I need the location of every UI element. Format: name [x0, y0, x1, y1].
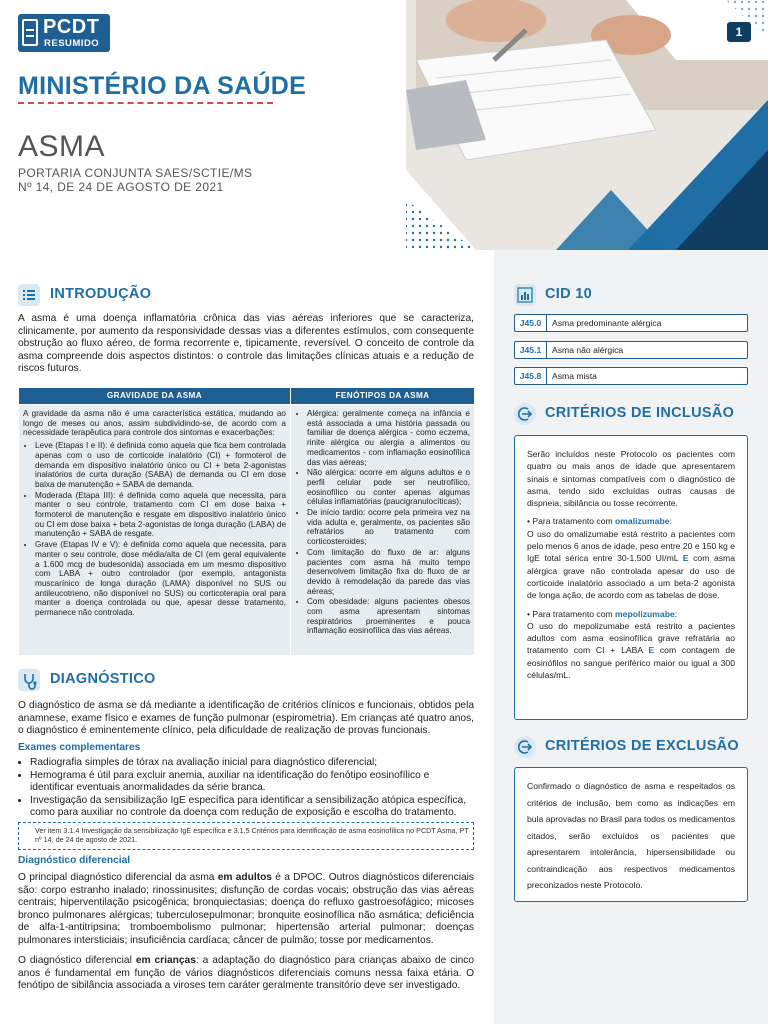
- stethoscope-icon: [18, 669, 40, 691]
- fenotipos-cell: [291, 405, 475, 656]
- ministry-title: MINISTÉRIO DA SAÚDE: [18, 72, 307, 100]
- table-header-gravidade: GRAVIDADE DA ASMA: [19, 388, 291, 405]
- dashed-divider: [18, 102, 273, 104]
- cid-description: Asma não alérgica: [552, 345, 624, 355]
- intro-heading: INTRODUÇÃO: [50, 286, 152, 302]
- text-span: O uso do omalizumabe está restrito a pacientes com pelo menos 6 anos de idade, peso entre 20 e 150 kg e IgE total sérica entre 30-1.500 UI/mL: [527, 528, 735, 564]
- cid-heading: CID 10: [545, 286, 592, 302]
- mepolizumabe-paragraph: [527, 620, 735, 681]
- exames-list: [18, 757, 474, 820]
- highlight: E: [682, 553, 689, 564]
- reference-note: Ver item 3.1.4 Investigação da sensibilização IgE específica e 3.1.5 Critérios para identificação de asma eosinofílica no PCDT Asma, PT nº 14, de 24 de agosto de 2021.: [18, 822, 474, 850]
- list-item: • Radiografia simples de tórax na avaliação inicial para diagnóstico diferencial;: [30, 757, 474, 770]
- text-bold: em adultos: [217, 872, 272, 883]
- text-span: : a adaptação do diagnóstico para crianças abaixo de cinco anos é fundamental em função de vários diagnósticos diferenciais comuns nessa faixa etária. O fenótipo de sibilância associada a viroses tem caráter geralmente transitório deve ser investigado.: [18, 955, 474, 992]
- cid-description: Asma mista: [552, 371, 597, 381]
- list-item: • Com obesidade: alguns pacientes obesos com asma apresentam sintomas respiratórios proeminentes e pouca inflamação eosinofílica das vias aéreas.: [307, 597, 470, 636]
- text-span: O principal diagnóstico diferencial da asma: [18, 872, 218, 883]
- cid-description: Asma predominante alérgica: [552, 318, 662, 328]
- list-item: • Grave (Etapas IV e V): é definida como aquela que necessita, para manter o seu controle, dose média/alta de CI (em geral equivalente a 1.600 mcg de budesonida) associada em um mesmo dispositivo com LABA + outro controlador (por exemplo, antagonista muscarínico de longa duração (LAMA) disponível no SUS ou antileucotrieno, não disponível no SUS) ou corticoterapia oral para manter a doença controlada ou que, apesar desse tratamento, permanece não controlada.: [35, 540, 286, 618]
- list-item: • Não alérgica: ocorre em alguns adultos e o perfil celular pode ser neutrofílico, eosinofílico ou conter apenas algumas células inflamatórias (paucigranulocíticas);: [307, 468, 470, 507]
- cid-row: [514, 367, 748, 385]
- text-span: • Para tratamento com: [527, 516, 616, 527]
- cid-row: [514, 314, 748, 332]
- text-bold: em crianças: [135, 955, 196, 966]
- diferencial-paragraph-adultos: [18, 872, 474, 948]
- portaria-line-1: PORTARIA CONJUNTA SAES/SCTIE/MS: [18, 166, 253, 180]
- cid-code: J45.1: [515, 342, 547, 358]
- hero-photo: [376, 0, 768, 250]
- logo-subtitle: RESUMIDO: [44, 38, 100, 49]
- omalizumabe-label: [527, 515, 735, 527]
- text-span: com contagem de eosinófilos no sangue periférico maior ou igual a 300 células/mL.: [527, 645, 735, 681]
- omalizumabe-paragraph: [527, 528, 735, 602]
- bar-chart-icon: [514, 284, 536, 306]
- list-item: • De início tardio: ocorre pela primeira vez na vida adulta e, geralmente, os pacientes são refratários ao tratamento com corticosteroides;: [307, 508, 470, 547]
- list-item: • Alérgica: geralmente começa na infância e está associada a uma história passada ou familiar de doença alérgica - como eczema, rinite alérgica ou alergia a alimentos ou medicamentos - com inflamação eosinofílica das vias aéreas;: [307, 409, 470, 467]
- inclusao-box: [514, 435, 748, 720]
- list-item: • Moderada (Etapa III): é definida como aquela que necessita, para manter o seu controle, tratamento com CI em dose baixa + formoterol de manutenção e resgate em dispositivo inalatório único ou CI em dose baixa + beta 2-agonistas de longa duração (LABA) de manutenção + SABA de resgate.: [35, 491, 286, 540]
- portaria-reference: [18, 166, 252, 194]
- gravidade-cell: [19, 405, 291, 656]
- diagnostico-heading: DIAGNÓSTICO: [50, 671, 156, 687]
- exclusao-heading: CRITÉRIOS DE EXCLUSÃO: [545, 738, 740, 754]
- cid-code: J45.8: [515, 368, 547, 384]
- table-header-fenotipos: FENÓTIPOS DA ASMA: [291, 388, 475, 405]
- pcdt-logo: [18, 14, 110, 52]
- hero-illustration: [376, 0, 768, 250]
- list-icon: [18, 284, 40, 306]
- highlight: E: [648, 645, 655, 656]
- diferencial-paragraph-criancas: [18, 955, 474, 993]
- page-number-badge: 1: [727, 22, 751, 42]
- cid-code: J45.0: [515, 315, 547, 331]
- exit-icon: [514, 736, 536, 758]
- text-span: • Para tratamento com: [527, 608, 616, 619]
- inclusao-paragraph: Serão incluídos neste Protocolo os pacientes com quatro ou mais anos de idade que apresentarem sinais e sintomas compatíveis com o diagnóstico de asma, tendo sido excluídas outras causas de dispneia, sibilância ou tosse recorrente.: [527, 449, 735, 509]
- drug-name: mepolizumabe: [615, 608, 675, 619]
- portaria-line-2: Nº 14, DE 24 DE AGOSTO DE 2021: [18, 180, 224, 194]
- gravidade-intro: A gravidade da asma não é uma característica estática, mudando ao longo de meses ou anos, assim subdividindo-se, de acordo com a necessidade terapêutica para controle dos sintomas e exacerbações:: [23, 409, 286, 438]
- logo-title: PCDT: [43, 16, 100, 38]
- text-span: O uso do mepolizumabe está restrito a pacientes adultos com asma eosinofílica grave refratária ao tratamento com CI + LABA: [527, 620, 735, 656]
- intro-paragraph: A asma é uma doença inflamatória crônica das vias aéreas inferiores que se caracteriza, clinicamente, por aumento da responsividade dessas vias a diferentes estímulos, com consequente obstrução ao fluxo aéreo, de forma recorrente e, tipicamente, reversível. O conceito de controle da asma compreende dois aspectos distintos: o controle das limitações clínicas atuais e a redução de riscos futuros.: [18, 313, 474, 375]
- exames-heading: Exames complementares: [18, 742, 141, 753]
- exclusao-paragraph: Confirmado o diagnóstico de asma e respeitados os critérios de inclusão, bem como as indicações em bula aprovadas no Brasil para todos os medicamentos citados, serão excluídos os pacientes que apresentarem intolerância, hipersensibilidade ou contraindicação aos respectivos medicamentos preconizados neste Protocolo.: [527, 781, 735, 890]
- list-item: • Investigação da sensibilização IgE específica para identificar a sensibilização atópica específica, como para auxiliar no controle da doença com redução de exposição e escolha do tratamento.: [30, 795, 474, 820]
- text-span: O diagnóstico diferencial: [18, 955, 136, 966]
- document-title: ASMA: [18, 130, 106, 163]
- diagnostico-diferencial-heading: Diagnóstico diferencial: [18, 855, 131, 866]
- mepolizumabe-label: [527, 608, 735, 620]
- list-item: • Hemograma é útil para excluir anemia, auxiliar na identificação do fenótipo eosinofílico e identificar eventuais anormalidades da série branca.: [30, 770, 474, 795]
- text-span: :: [669, 516, 672, 527]
- diagnostico-paragraph: O diagnóstico de asma se dá mediante a identificação de critérios clínicos e funcionais, obtidos pela anamnese, exame físico e exames de função pulmonar (espirometria). Em crianças até quatro anos, o diagnóstico é eminentemente clínico, pela dificuldade de realização de provas funcionais.: [18, 700, 474, 737]
- text-span: :: [674, 608, 678, 619]
- enter-icon: [514, 403, 536, 425]
- exclusao-box: [514, 767, 748, 902]
- inclusao-heading: CRITÉRIOS DE INCLUSÃO: [545, 405, 735, 421]
- text-span: é a DPOC. Outros diagnósticos diferenciais são: corpo estranho inalado; rinossinusites; disfunção de cordas vocais; obstrução das vias aéreas centrais; hiperventilação psicogênica; bronquiectasias; doença do refluxo gastroesofágico; micoses bronco pulmonares alérgicas; tuberculosepulmonar; bronquite eosinofílica não asmática; deficiência de alfa-1-antitripsina; tromboembolismo pulmonar; hipertensão arterial pulmonar; doenças pulmonares intersticiais; insuficiência cardíaca; câncer de pulmão; tosse por medicamentos.: [18, 872, 474, 946]
- drug-name: omalizumabe: [615, 516, 670, 527]
- list-item: • Com limitação do fluxo de ar: alguns pacientes com asma há muito tempo desenvolvem limitação fixa do fluxo de ar devido à remodelação da parede das vias aéreas;: [307, 548, 470, 597]
- list-item: • Leve (Etapas I e II): é definida como aquela que fica bem controlada apenas com o uso de corticoide inalatório (CI) + formoterol de demanda em dispositivo inalatório único ou CI + beta 2-agonistas inalatórios de curta duração (SABA) de demanda ou CI em dose baixa de manutenção + SABA de demanda.: [35, 441, 286, 490]
- cid-row: [514, 341, 748, 359]
- document-icon: [22, 19, 38, 46]
- text-span: com asma alérgica grave não controlada apesar do uso de corticoide inalatório associado a um beta-2 agonista de longa ação, de acordo com as tabelas de dose.: [527, 553, 735, 601]
- asma-table: [18, 387, 475, 656]
